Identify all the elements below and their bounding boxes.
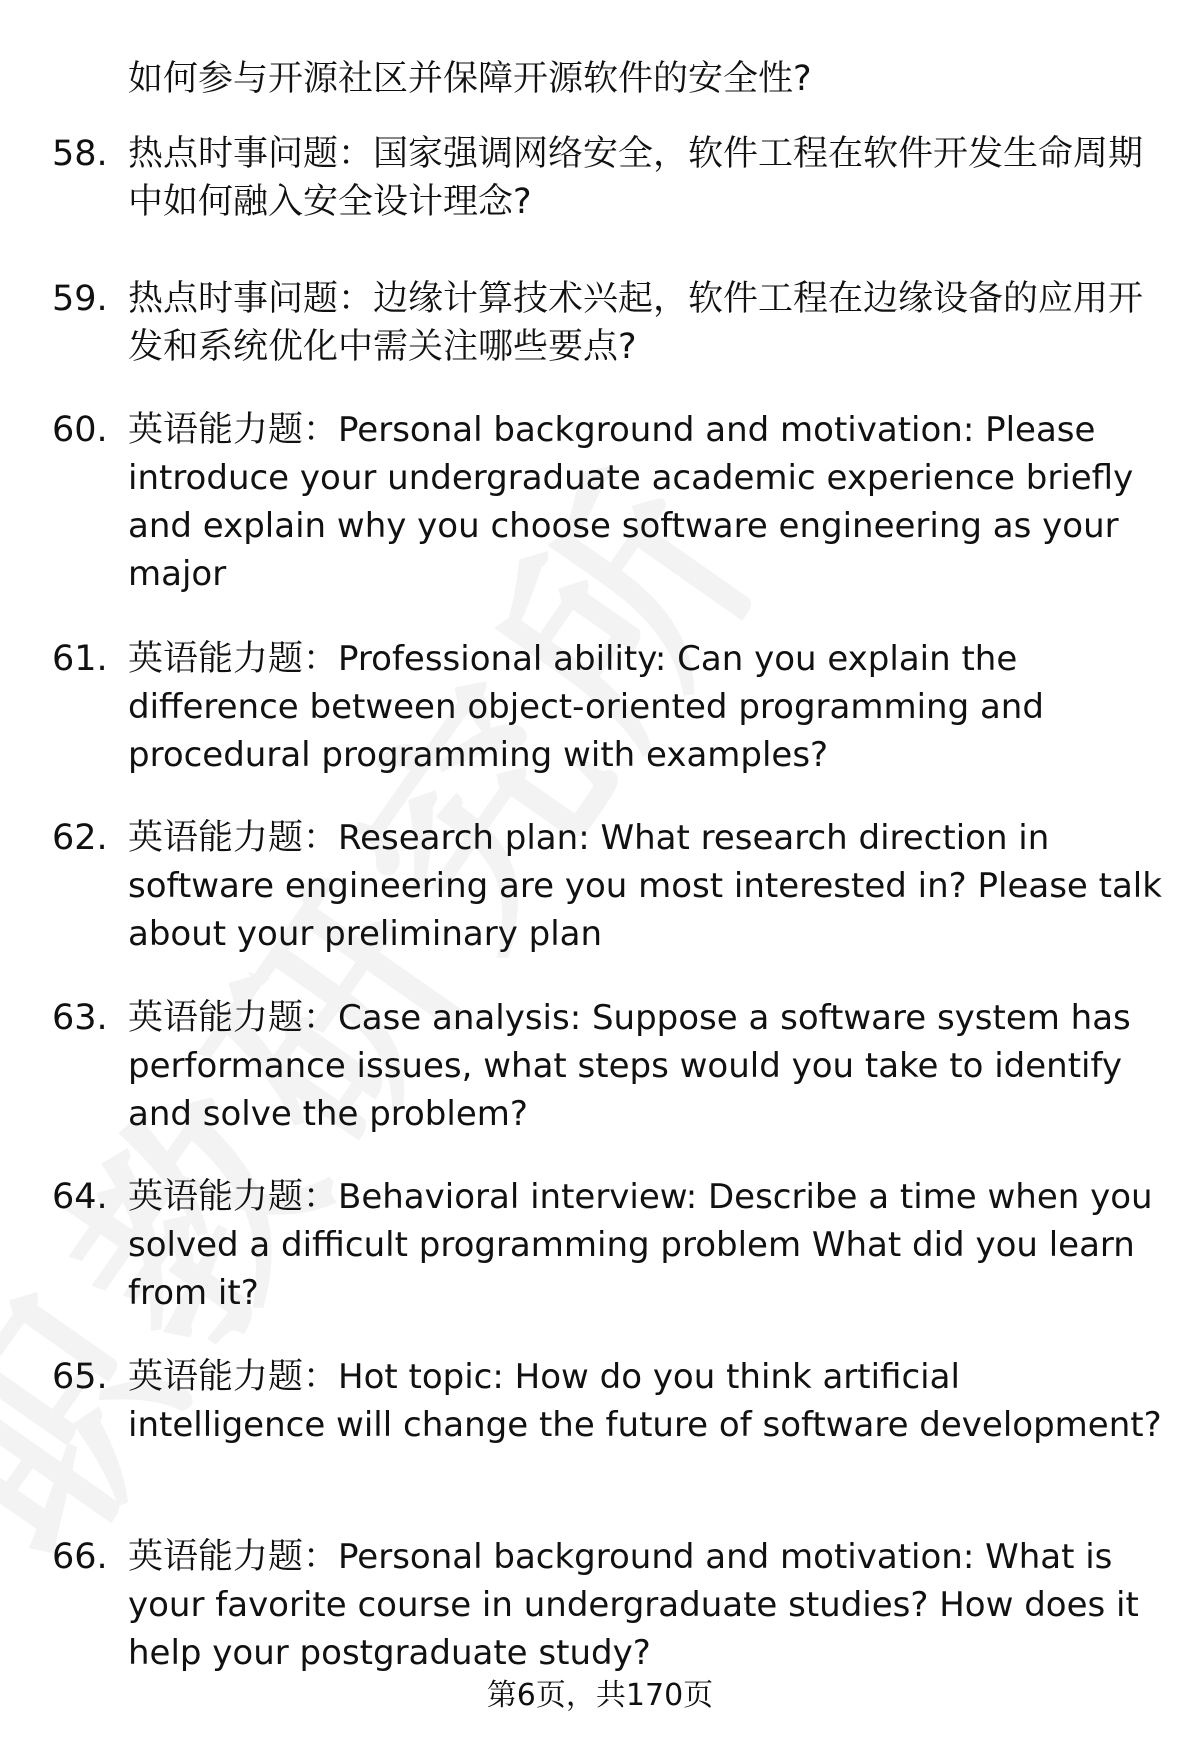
question-text: Professional ability: Can you explain the difference between object-oriented programming and procedural programming with examples? <box>128 639 1044 775</box>
question-item <box>52 1353 1162 1449</box>
question-prefix: 英语能力题： <box>128 1177 339 1217</box>
question-text: 国家强调网络安全，软件工程在软件开发生命周期中如何融入安全设计理念? <box>128 134 1144 222</box>
question-text: Behavioral interview: Describe a time when you solved a difficult programming problem What did you learn from it? <box>128 1177 1153 1313</box>
question-number: 62. <box>52 818 108 858</box>
question-number: 66. <box>52 1537 108 1577</box>
question-text: Case analysis: Suppose a software system has performance issues, what steps would you take to identify and solve the problem? <box>128 998 1131 1134</box>
question-text: Personal background and motivation: Please introduce your undergraduate academic experience briefly and explain why you choose software engineering as your major <box>128 410 1134 594</box>
question-number: 65. <box>52 1357 108 1397</box>
question-prefix: 英语能力题： <box>128 998 339 1038</box>
question-text: Hot topic: How do you think artificial intelligence will change the future of software development? <box>128 1357 1162 1445</box>
question-item <box>52 1173 1162 1317</box>
question-prefix: 英语能力题： <box>128 410 339 450</box>
question-prefix: 英语能力题： <box>128 1357 339 1397</box>
question-prefix: 英语能力题： <box>128 639 339 679</box>
question-item <box>52 406 1162 598</box>
page-footer: 第6页，共170页 <box>486 1678 714 1713</box>
question-item <box>52 275 1162 371</box>
question-prefix: 英语能力题： <box>128 1537 339 1577</box>
question-item <box>52 635 1162 779</box>
question-number: 63. <box>52 998 108 1038</box>
question-prefix: 英语能力题： <box>128 818 339 858</box>
continuation-text: 如何参与开源社区并保障开源软件的安全性? <box>128 59 812 99</box>
question-number: 58. <box>52 134 108 174</box>
question-item <box>52 994 1162 1138</box>
question-item <box>52 1533 1162 1677</box>
question-number: 61. <box>52 639 108 679</box>
question-text: 边缘计算技术兴起，软件工程在边缘设备的应用开发和系统优化中需关注哪些要点? <box>128 279 1144 367</box>
question-number: 59. <box>52 279 108 319</box>
question-text: Research plan: What research direction in software engineering are you most interested in? Please talk about your preliminary plan <box>128 818 1162 954</box>
question-prefix: 热点时事问题： <box>128 134 374 174</box>
question-item <box>52 130 1162 226</box>
question-number: 60. <box>52 410 108 450</box>
question-text: Personal background and motivation: What is your favorite course in undergraduate studies? How does it help your postgraduate study? <box>128 1537 1139 1673</box>
question-number: 64. <box>52 1177 108 1217</box>
question-item <box>52 814 1162 958</box>
question-prefix: 热点时事问题： <box>128 279 374 319</box>
